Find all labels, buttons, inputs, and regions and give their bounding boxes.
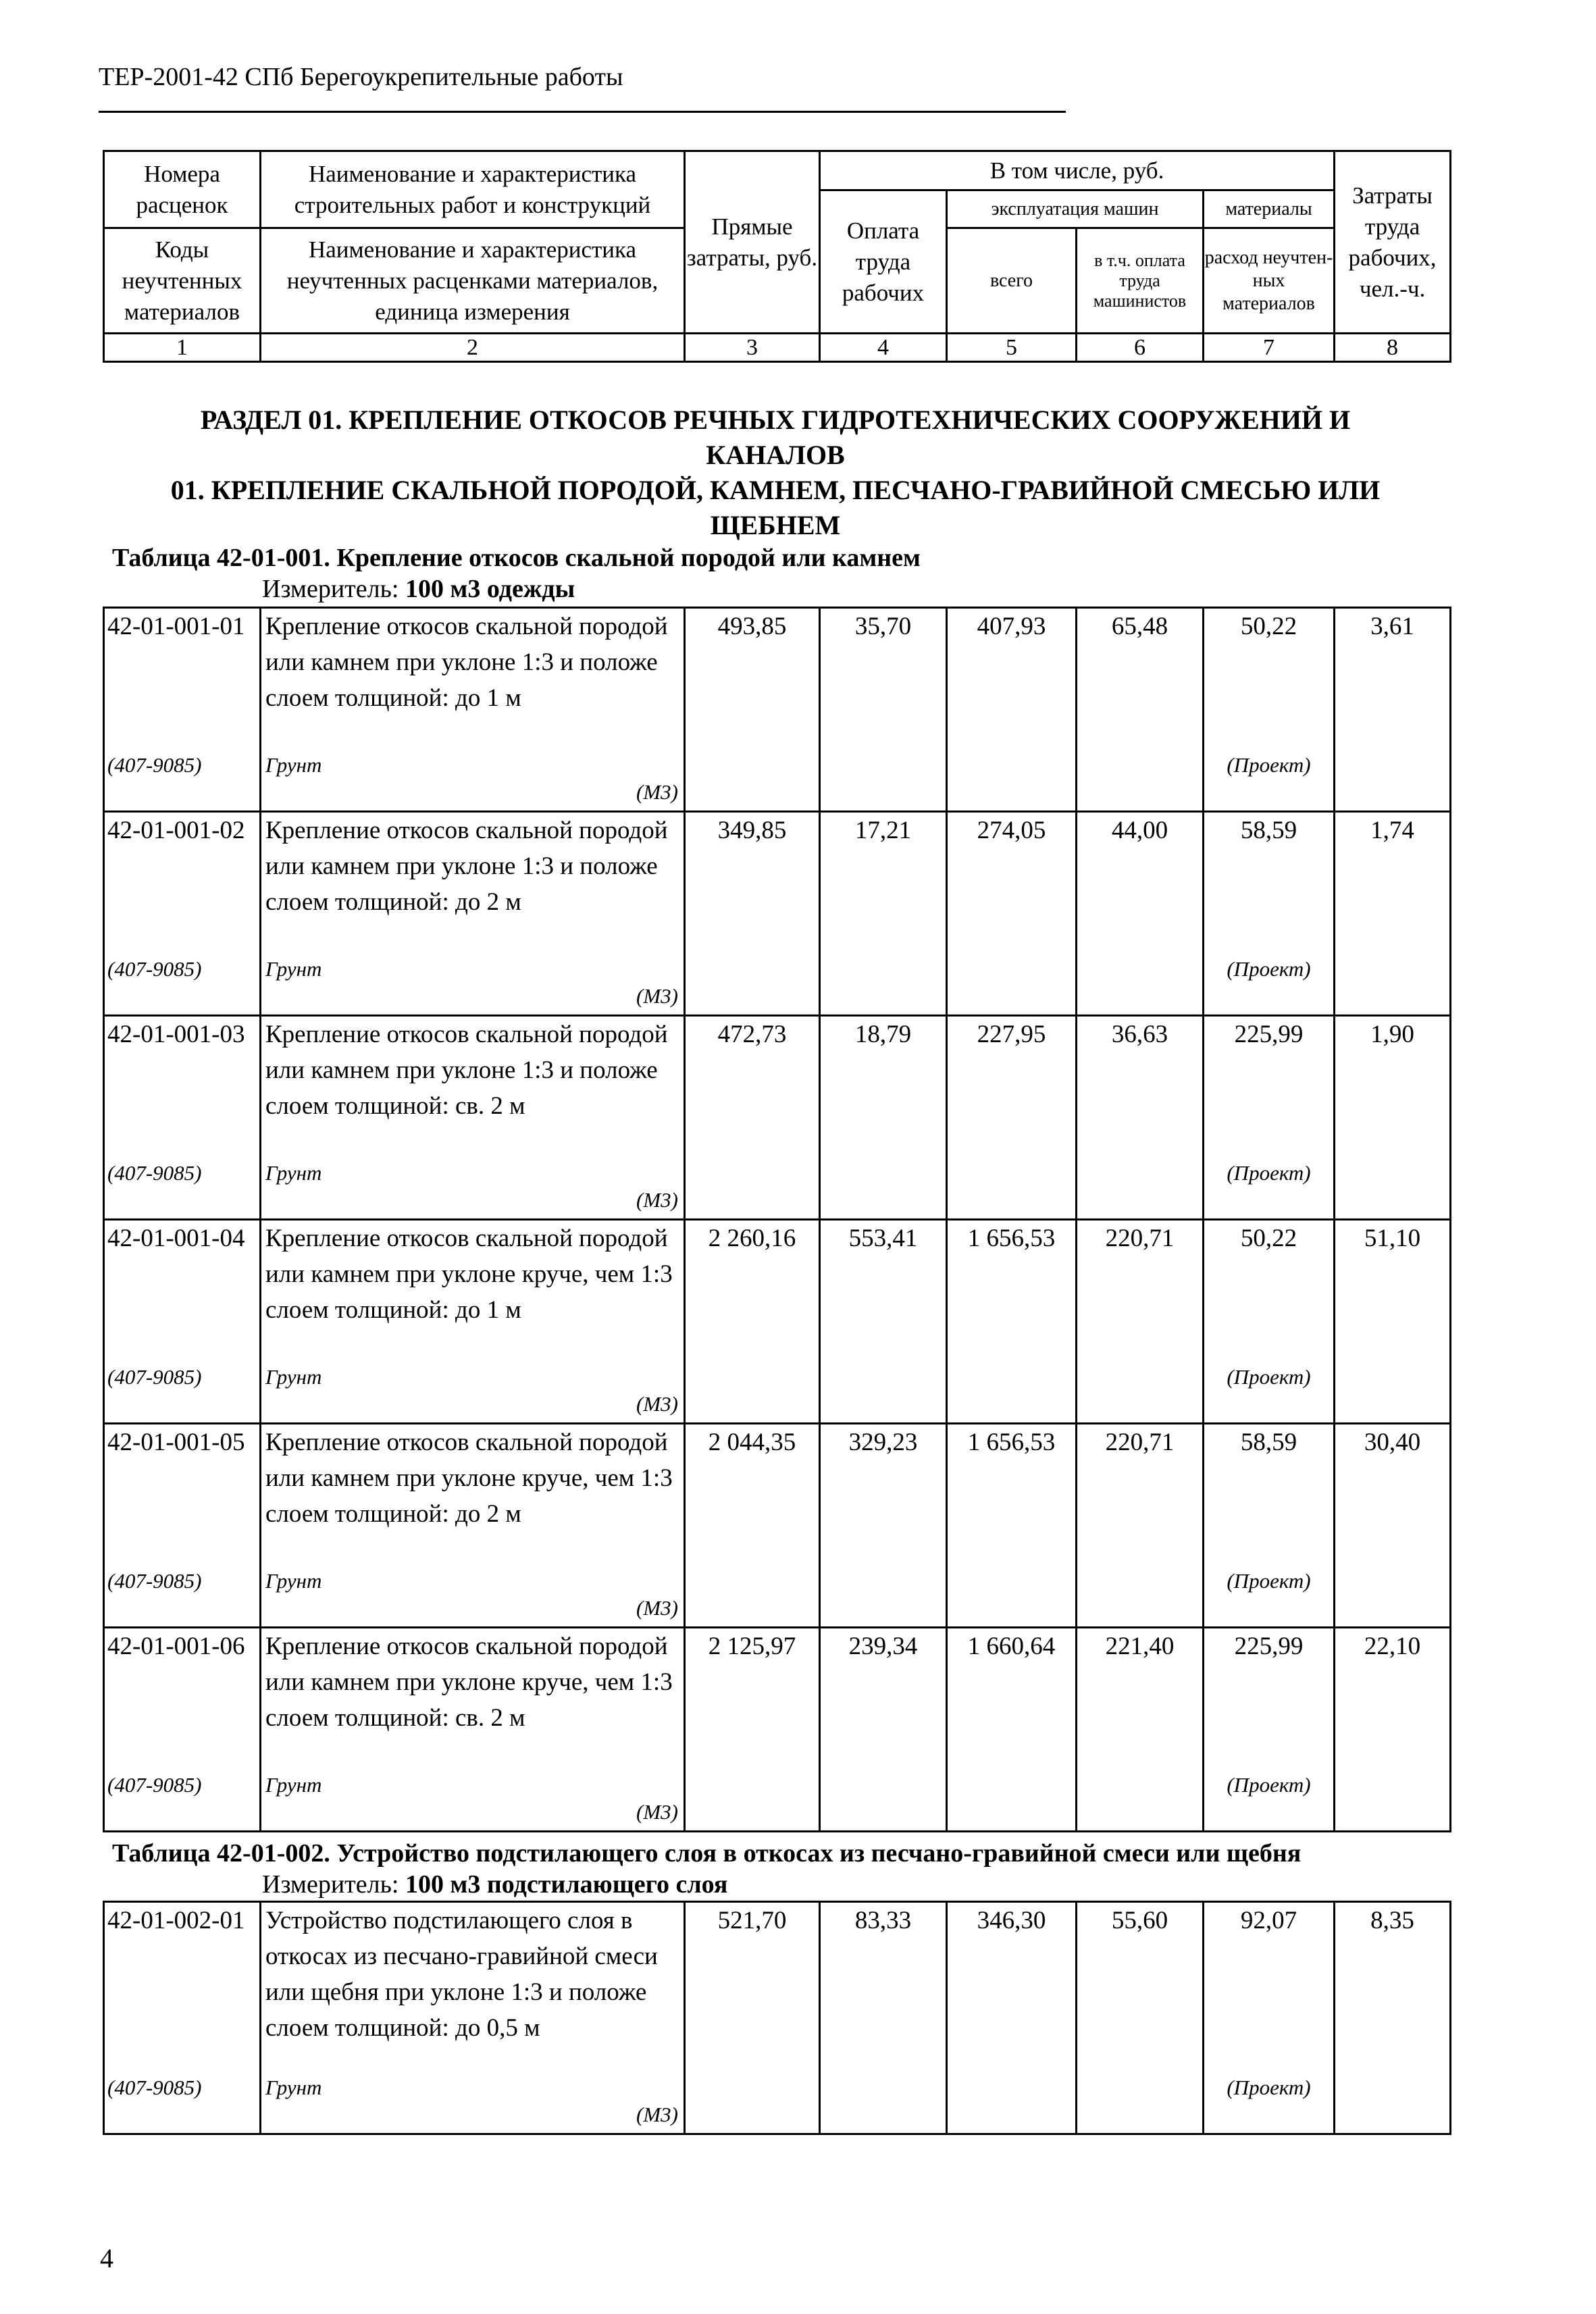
column-number: 6 xyxy=(1077,334,1204,362)
rate-code-cell xyxy=(104,1424,261,1628)
material-code: (407-9085) xyxy=(107,753,202,777)
machinist-pay-cell: 55,60 xyxy=(1077,1902,1204,2134)
materials-cost: 50,22 xyxy=(1240,1225,1297,1252)
material-unit: (М3) xyxy=(636,2103,678,2126)
machinist-pay-cell: 220,71 xyxy=(1077,1220,1204,1424)
work-name: Крепление откосов скальной породой или камнем при уклоне круче, чем 1:3 слоем толщиной: св. 2 м xyxy=(265,1632,673,1732)
materials-cost: 92,07 xyxy=(1240,1907,1297,1934)
section-heading-line: РАЗДЕЛ 01. КРЕПЛЕНИЕ ОТКОСОВ РЕЧНЫХ ГИДРОТЕХНИЧЕСКИХ СООРУЖЕНИЙ И xyxy=(200,405,1351,435)
material-name: Грунт xyxy=(265,1161,322,1185)
measure-label: Измеритель: xyxy=(262,575,405,603)
page-number: 4 xyxy=(100,2243,113,2273)
table-row xyxy=(104,608,1451,812)
labor-hours-cell: 1,74 xyxy=(1335,812,1451,1016)
work-name-cell xyxy=(261,1016,685,1220)
table2-caption: Таблица 42-01-002. Устройство подстилающего слоя в откосах из песчано-гравийной смеси или щебня xyxy=(112,1839,1302,1868)
material-unit: (М3) xyxy=(636,1596,678,1620)
rate-code: 42-01-001-06 xyxy=(107,1632,245,1660)
column-number: 3 xyxy=(685,334,820,362)
column-number: 4 xyxy=(820,334,947,362)
table-row xyxy=(104,812,1451,1016)
header-machinist-pay-label: в т.ч. оплата труда машинистов xyxy=(1077,228,1204,334)
machines-total-cell: 1 656,53 xyxy=(947,1424,1077,1628)
machines-total-cell: 346,30 xyxy=(947,1902,1077,2134)
header-direct-costs-label: Прямые затраты, руб. xyxy=(685,151,820,334)
machines-total-cell: 274,05 xyxy=(947,812,1077,1016)
table2-measure xyxy=(262,1870,727,1899)
direct-costs-cell: 349,85 xyxy=(685,812,820,1016)
rate-code-cell xyxy=(104,1628,261,1832)
material-unit: (М3) xyxy=(636,780,678,804)
rate-code: 42-01-002-01 xyxy=(107,1907,245,1934)
material-note: (Проект) xyxy=(1227,2076,1311,2099)
materials-cell xyxy=(1204,1016,1335,1220)
material-note: (Проект) xyxy=(1227,753,1311,777)
subsection-heading-line: ЩЕБНЕМ xyxy=(710,510,841,540)
title-rule xyxy=(99,111,1066,113)
labor-pay-cell: 17,21 xyxy=(820,812,947,1016)
material-name: Грунт xyxy=(265,957,322,981)
work-name: Крепление откосов скальной породой или камнем при уклоне 1:3 и положе слоем толщиной: св. 2 м xyxy=(265,1021,668,1120)
direct-costs-cell: 2 044,35 xyxy=(685,1424,820,1628)
rate-code: 42-01-001-01 xyxy=(107,613,245,640)
rate-code-cell xyxy=(104,1902,261,2134)
machines-total-cell: 227,95 xyxy=(947,1016,1077,1220)
header-code-label: Номера расценок xyxy=(104,151,261,228)
machinist-pay-cell: 44,00 xyxy=(1077,812,1204,1016)
table-row xyxy=(104,1628,1451,1832)
labor-hours-cell: 22,10 xyxy=(1335,1628,1451,1832)
table2 xyxy=(103,1901,1451,2135)
header-work-name-label: Наименование и характеристика строительных работ и конструкций xyxy=(261,151,685,228)
work-name: Крепление откосов скальной породой или камнем при уклоне 1:3 и положе слоем толщиной: до 1 м xyxy=(265,613,668,712)
labor-pay-cell: 329,23 xyxy=(820,1424,947,1628)
work-name-cell xyxy=(261,1220,685,1424)
work-name: Крепление откосов скальной породой или камнем при уклоне круче, чем 1:3 слоем толщиной: до 1 м xyxy=(265,1225,673,1324)
material-code: (407-9085) xyxy=(107,1161,202,1185)
labor-pay-cell: 239,34 xyxy=(820,1628,947,1832)
material-unit: (М3) xyxy=(636,984,678,1008)
table-row xyxy=(104,1424,1451,1628)
table-row xyxy=(104,1016,1451,1220)
material-name: Грунт xyxy=(265,753,322,777)
labor-hours-cell: 3,61 xyxy=(1335,608,1451,812)
work-name-cell xyxy=(261,608,685,812)
materials-cost: 58,59 xyxy=(1240,817,1297,844)
column-number: 2 xyxy=(261,334,685,362)
machinist-pay-cell: 221,40 xyxy=(1077,1628,1204,1832)
work-name-cell xyxy=(261,812,685,1016)
rate-code-cell xyxy=(104,1220,261,1424)
rate-code: 42-01-001-05 xyxy=(107,1429,245,1456)
table1 xyxy=(103,607,1451,1832)
material-unit: (М3) xyxy=(636,1392,678,1416)
rate-code: 42-01-001-02 xyxy=(107,817,245,844)
material-name: Грунт xyxy=(265,1773,322,1797)
table1-measure xyxy=(262,574,575,604)
running-title: ТЕР-2001-42 СПб Берегоукрепительные работы xyxy=(99,63,623,91)
labor-pay-cell: 553,41 xyxy=(820,1220,947,1424)
header-materials-label: материалы xyxy=(1204,190,1335,228)
material-name: Грунт xyxy=(265,1569,322,1593)
labor-hours-cell: 30,40 xyxy=(1335,1424,1451,1628)
work-name: Крепление откосов скальной породой или камнем при уклоне 1:3 и положе слоем толщиной: до 2 м xyxy=(265,817,668,916)
measure-label: Измеритель: xyxy=(262,1870,405,1899)
subsection-heading-line: 01. КРЕПЛЕНИЕ СКАЛЬНОЙ ПОРОДОЙ, КАМНЕМ, ПЕСЧАНО-ГРАВИЙНОЙ СМЕСЬЮ ИЛИ xyxy=(170,475,1381,505)
header-labor-hours-label: Затраты труда рабочих, чел.-ч. xyxy=(1335,151,1451,334)
material-name: Грунт xyxy=(265,1365,322,1389)
rate-code-cell xyxy=(104,1016,261,1220)
rate-code: 42-01-001-04 xyxy=(107,1225,245,1252)
material-unit: (М3) xyxy=(636,1188,678,1212)
header-material-code-label: Коды неучтенных материалов xyxy=(104,228,261,334)
machines-total-cell: 1 656,53 xyxy=(947,1220,1077,1424)
machinist-pay-cell: 220,71 xyxy=(1077,1424,1204,1628)
column-number: 1 xyxy=(104,334,261,362)
machines-total-cell: 407,93 xyxy=(947,608,1077,812)
materials-cell xyxy=(1204,1220,1335,1424)
header-group-label: В том числе, руб. xyxy=(820,151,1335,190)
materials-cell xyxy=(1204,1902,1335,2134)
section-heading xyxy=(99,403,1452,543)
header-table xyxy=(103,150,1451,363)
material-unit: (М3) xyxy=(636,1800,678,1824)
direct-costs-cell: 472,73 xyxy=(685,1016,820,1220)
work-name: Крепление откосов скальной породой или камнем при уклоне круче, чем 1:3 слоем толщиной: до 2 м xyxy=(265,1429,673,1528)
column-number: 5 xyxy=(947,334,1077,362)
materials-cost: 225,99 xyxy=(1234,1632,1304,1660)
material-note: (Проект) xyxy=(1227,1161,1311,1185)
labor-hours-cell: 8,35 xyxy=(1335,1902,1451,2134)
work-name-cell xyxy=(261,1902,685,2134)
column-numbers-row xyxy=(104,334,1451,362)
column-number: 8 xyxy=(1335,334,1451,362)
work-name-cell xyxy=(261,1424,685,1628)
material-note: (Проект) xyxy=(1227,1365,1311,1389)
labor-pay-cell: 18,79 xyxy=(820,1016,947,1220)
direct-costs-cell: 493,85 xyxy=(685,608,820,812)
measure-value: 100 м3 подстилающего слоя xyxy=(405,1870,728,1899)
table-row xyxy=(104,1220,1451,1424)
section-heading-line: КАНАЛОВ xyxy=(706,440,845,470)
header-material-name-label: Наименование и характеристика неучтенных расценками материалов, единица измерения xyxy=(261,228,685,334)
direct-costs-cell: 521,70 xyxy=(685,1902,820,2134)
materials-cost: 50,22 xyxy=(1240,613,1297,640)
rate-code-cell xyxy=(104,812,261,1016)
material-note: (Проект) xyxy=(1227,1773,1311,1797)
materials-cell xyxy=(1204,1424,1335,1628)
rate-code: 42-01-001-03 xyxy=(107,1021,245,1048)
direct-costs-cell: 2 260,16 xyxy=(685,1220,820,1424)
header-machines-total-label: всего xyxy=(947,228,1077,334)
material-note: (Проект) xyxy=(1227,1569,1311,1593)
work-name-cell xyxy=(261,1628,685,1832)
labor-pay-cell: 35,70 xyxy=(820,608,947,812)
work-name: Устройство подстилающего слоя в откосах из песчано-гравийной смеси или щебня при уклоне 1:3 и положе слоем толщиной: до 0,5 м xyxy=(265,1907,658,2042)
header-labor-pay-label: Оплата труда рабочих xyxy=(820,190,947,334)
materials-cell xyxy=(1204,608,1335,812)
labor-hours-cell: 51,10 xyxy=(1335,1220,1451,1424)
rate-code-cell xyxy=(104,608,261,812)
material-code: (407-9085) xyxy=(107,1773,202,1797)
header-material-consumption-label: расход неучтен-ных материалов xyxy=(1204,228,1335,334)
column-number: 7 xyxy=(1204,334,1335,362)
machinist-pay-cell: 36,63 xyxy=(1077,1016,1204,1220)
direct-costs-cell: 2 125,97 xyxy=(685,1628,820,1832)
materials-cell xyxy=(1204,812,1335,1016)
table-row xyxy=(104,1902,1451,2134)
material-code: (407-9085) xyxy=(107,1569,202,1593)
table1-caption: Таблица 42-01-001. Крепление откосов скальной породой или камнем xyxy=(112,544,921,572)
machinist-pay-cell: 65,48 xyxy=(1077,608,1204,812)
material-code: (407-9085) xyxy=(107,957,202,981)
measure-value: 100 м3 одежды xyxy=(405,575,575,603)
materials-cost: 225,99 xyxy=(1234,1021,1304,1048)
header-machines-label: эксплуатация машин xyxy=(947,190,1204,228)
labor-hours-cell: 1,90 xyxy=(1335,1016,1451,1220)
materials-cell xyxy=(1204,1628,1335,1832)
material-code: (407-9085) xyxy=(107,1365,202,1389)
material-name: Грунт xyxy=(265,2076,322,2099)
machines-total-cell: 1 660,64 xyxy=(947,1628,1077,1832)
materials-cost: 58,59 xyxy=(1240,1429,1297,1456)
material-code: (407-9085) xyxy=(107,2076,202,2099)
material-note: (Проект) xyxy=(1227,957,1311,981)
labor-pay-cell: 83,33 xyxy=(820,1902,947,2134)
